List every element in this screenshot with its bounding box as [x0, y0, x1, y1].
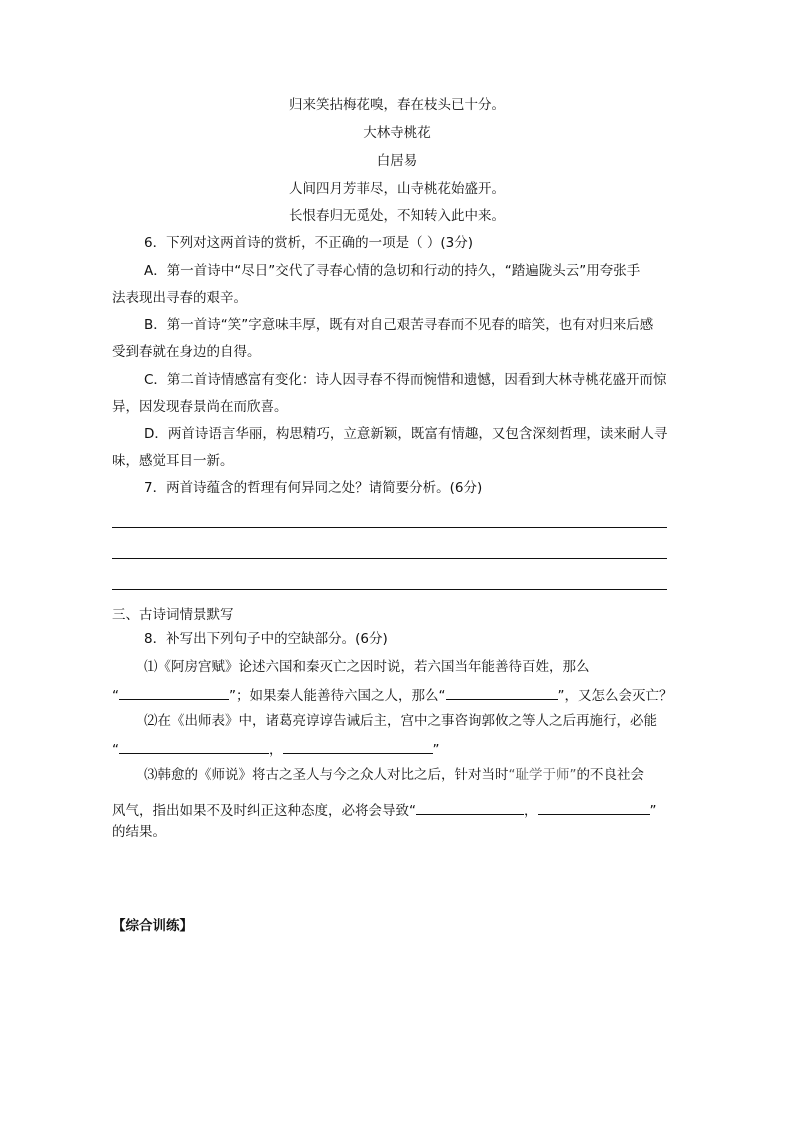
- training-heading: 【综合训练】: [112, 918, 193, 934]
- q8-s1-mid: ”；如果秦人能善待六国之人，那么“: [229, 688, 446, 704]
- q8-s3-close-quote: ”: [649, 803, 657, 819]
- q8-s3-line1-a: ⑶韩愈的《师说》将古之圣人与今之众人对比之后，针对当时: [144, 767, 509, 783]
- q8-s1-line1: ⑴《阿房宫赋》论述六国和秦灭亡之因时说，若六国当年能善待百姓，那么: [144, 659, 590, 675]
- q8-s1-line2: [112, 685, 673, 705]
- q8-stem: 8．补写出下列句子中的空缺部分。(6分): [144, 631, 388, 647]
- q8-s2-comma: ，: [269, 742, 283, 758]
- q8-s1-blank-2[interactable]: [446, 685, 558, 700]
- q8-s3-line1: [144, 766, 644, 784]
- q7-stem: 7．两首诗蕴含的哲理有何异同之处？请简要分析。(6分): [144, 480, 483, 496]
- q8-s3-line3: 的结果。: [112, 824, 166, 840]
- q8-s2-blank-2[interactable]: [283, 739, 433, 754]
- poem2-line-1: 人间四月芳菲尽，山寺桃花始盛开。: [289, 181, 505, 197]
- poem1-last-line: 归来笑拈梅花嗅，春在枝头已十分。: [289, 97, 505, 113]
- q6-option-c-line2: 异，因发现春景尚在而欣喜。: [112, 399, 288, 415]
- q8-s2-blank-1[interactable]: [119, 739, 269, 754]
- q8-s2-line1: ⑵在《出师表》中，诸葛亮谆谆告诫后主，宫中之事咨询郭攸之等人之后再施行，必能: [144, 713, 657, 729]
- q6-option-d-line1: D．两首诗语言华丽，构思精巧，立意新颖，既富有情趣，又包含深刻哲理，读来耐人寻: [144, 426, 668, 442]
- q8-s3-line2-text: 风气，指出如果不及时纠正这种态度，必将会导致“: [112, 803, 416, 819]
- q8-s2-close-quote: ”: [432, 742, 440, 758]
- poem2-author: 白居易: [376, 153, 418, 169]
- q8-s1-blank-1[interactable]: [119, 685, 229, 700]
- q8-s1-end: ”，又怎么会灭亡？: [557, 688, 673, 704]
- q6-option-a-line2: 法表现出寻春的艰辛。: [112, 290, 247, 306]
- q8-s3-blank-1[interactable]: [416, 800, 524, 815]
- q6-option-c-line1: C．第二首诗情感富有变化：诗人因寻春不得而惋惜和遗憾，因看到大林寺桃花盛开而惊: [144, 372, 667, 388]
- poem2-title: 大林寺桃花: [363, 125, 431, 141]
- section3-heading: 三、古诗词情景默写: [112, 607, 234, 623]
- q6-option-a-line1: A．第一首诗中“尽日”交代了寻春心情的急切和行动的持久，“踏遍陇头云”用夸张手: [144, 263, 641, 279]
- q8-s3-line1-b: 的不良社会: [576, 767, 644, 783]
- answer-line-3[interactable]: [112, 589, 667, 590]
- q6-option-d-line2: 味，感觉耳目一新。: [112, 453, 234, 469]
- q8-s1-open-quote: “: [112, 688, 119, 704]
- q6-option-b-line1: B．第一首诗“笑”字意味丰厚，既有对自己艰苦寻春而不见春的暗笑，也有对归来后感: [144, 317, 654, 333]
- answer-line-2[interactable]: [112, 558, 667, 559]
- q8-s3-blank-2[interactable]: [538, 800, 650, 815]
- q6-stem: 6．下列对这两首诗的赏析，不正确的一项是（ ）(3分): [144, 235, 474, 251]
- q8-s3-quote: “耻学于师”: [508, 767, 577, 783]
- q6-option-b-line2: 受到春就在身边的自得。: [112, 344, 261, 360]
- q8-s2-line2: [112, 739, 440, 759]
- q8-s3-comma: ，: [524, 803, 538, 819]
- poem2-line-2: 长恨春归无觅处，不知转入此中来。: [289, 208, 505, 224]
- answer-line-1[interactable]: [112, 527, 667, 528]
- q8-s3-line2: [112, 800, 657, 820]
- q8-s2-open-quote: “: [112, 742, 119, 758]
